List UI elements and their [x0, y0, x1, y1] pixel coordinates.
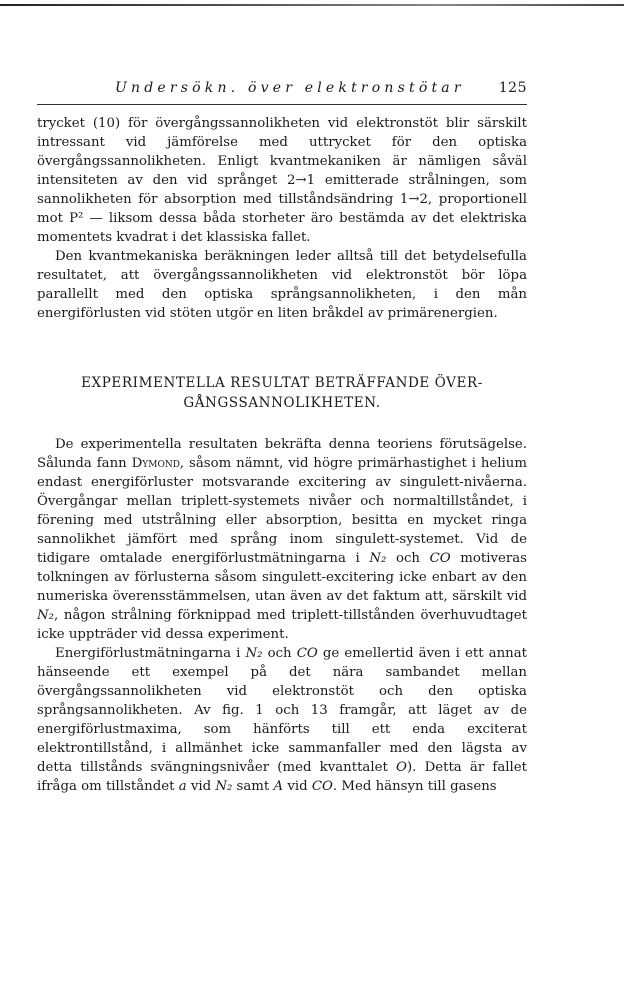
- state-label: a: [178, 779, 187, 794]
- state-label: A: [273, 779, 284, 794]
- paragraph-4: Energiförlustmätningarna i N₂ och CO ge emellertid även i ett annat hänseende ett exempel på det nära sambandet mellan övergångssannolikheten vid elektronstöt och den optiska språngsannolikheten. Av fig. 1 och 13 framgår, att läget av de energiförlustmaxima, som hänförts till ett enda exciterat elektrontillstånd, i allmänhet icke sammanfaller med den lägsta av detta tillstånds svängningsnivåer (med kvanttalet O). Detta är fallet ifråga om tillståndet a vid N₂ samt A vid CO. Med hänsyn till gasens: [37, 646, 527, 794]
- page-number: 125: [498, 80, 527, 96]
- paragraph-2: Den kvantmekaniska beräkningen leder alltså till det betydelsefulla resultatet, att övergångssannolikheten vid elektronstöt bör löpa parallellt med den optiska språngsannolikheten, i den mån energiförlusten vid stöten utgör en liten bråkdel av primärenergien.: [37, 249, 527, 321]
- section-heading: [37, 373, 527, 413]
- formula-n2: N₂: [37, 608, 54, 623]
- section-heading-line-1: EXPERIMENTELLA RESULTAT BETRÄFFANDE ÖVER-: [81, 375, 483, 391]
- section-heading-line-2: GÅNGSSANNOLIKHETEN.: [183, 395, 381, 411]
- quantum-number: O: [396, 760, 407, 775]
- formula-n2: N₂: [369, 551, 387, 566]
- paragraph-3: De experimentella resultaten bekräfta denna teoriens förutsägelse. Sålunda fann Dymond, såsom nämnt, vid högre primärhastighet i helium endast energiförluster motsvarande excitering av singulett-nivåerna. Övergångar mellan triplett-systemets nivåer och normaltillståndet, i förening med utstrålning eller absorption, besitta en mycket ringa sannolikhet jämfört med språng inom singulett-systemet. Vid de tidigare omtalade energiförlustmätningarna i N₂ och CO motiveras tolkningen av förlusterna såsom singulett-excitering icke enbart av den numeriska överensstämmelsen, utan även av det faktum att, särskilt vid N₂, någon strålning förknippad med triplett-tillstånden överhuvudtaget icke uppträder vid dessa experiment.: [37, 437, 527, 642]
- running-head-title: Undersökn. över elektronstötar: [115, 80, 465, 96]
- author-name: Dymond: [131, 456, 180, 471]
- formula-co: CO: [429, 551, 451, 566]
- scan-edge-rule: [0, 4, 624, 6]
- page: [37, 80, 527, 796]
- formula-co: CO: [296, 646, 318, 661]
- formula-n2: N₂: [215, 779, 233, 794]
- formula-n2: N₂: [245, 646, 263, 661]
- running-head: [37, 80, 527, 105]
- paragraph-1: trycket (10) för övergångssannolikheten vid elektronstöt blir särskilt intressant vid jämförelse med uttrycket för den optiska övergångssannolikheten. Enligt kvantmekaniken är nämligen såväl intensiteten av den vid språnget 2→1 emitterade strålningen, som sannolikheten för absorption med tillståndsändring 1→2, proportionell mot P² — liksom dessa båda storheter äro bestämda av det elektriska momentets kvadrat i det klassiska fallet.: [37, 116, 527, 245]
- formula-co: CO: [311, 779, 333, 794]
